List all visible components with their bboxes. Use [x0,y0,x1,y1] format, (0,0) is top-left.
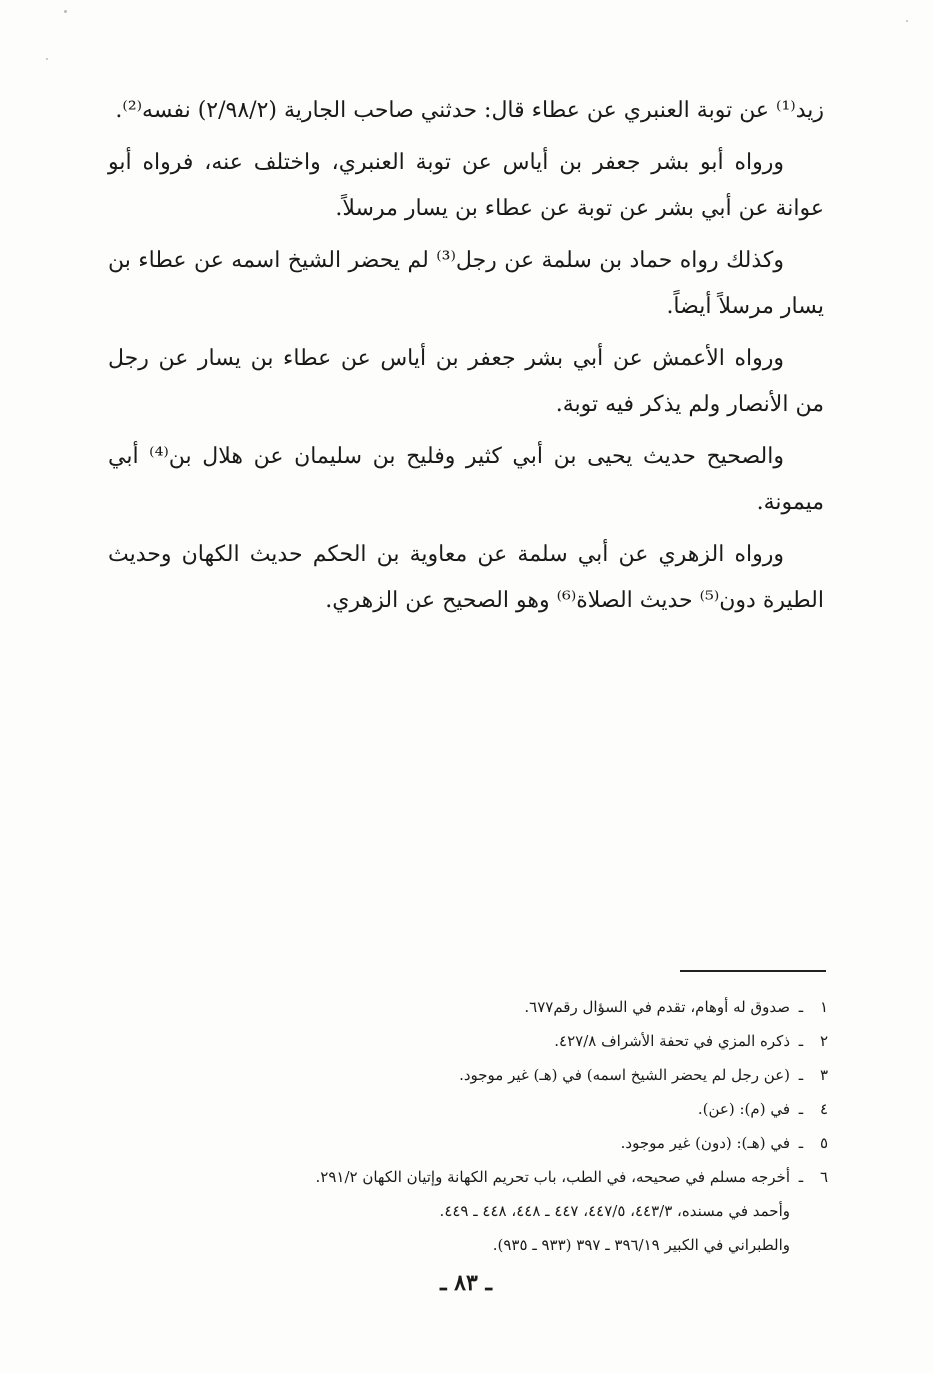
footnote-dash: ـ [798,1168,804,1186]
footnote-item [180,1058,828,1092]
body-paragraph: ورواه الأعمش عن أبي بشر جعفر بن أياس عن عطاء بن يسار عن رجل من الأنصار ولم يذكر فيه توبة. [108,346,824,417]
footnote-number: ١ [819,998,828,1016]
main-text [108,88,824,630]
footnote-dash: ـ [798,998,804,1016]
footnote-number: ٣ [819,1066,828,1084]
footnote-continuation: وأحمد في مسنده، ٤٤٣/٣، ٤٤٧/٥، ٤٤٧ ـ ٤٤٨، ٤٤٨ ـ ٤٤٩. [439,1202,790,1220]
footnote-item [180,1024,828,1058]
footnote-text: صدوق له أوهام، تقدم في السؤال رقم٦٧٧. [524,998,790,1016]
body-paragraph: زيد⁽¹⁾ عن توبة العنبري عن عطاء قال: حدثني صاحب الجارية (٢/٩٨/٢) نفسه⁽²⁾. [115,98,824,123]
body-paragraph: وكذلك رواه حماد بن سلمة عن رجل⁽³⁾ لم يحضر الشيخ اسمه عن عطاء بن يسار مرسلاً أيضاً. [108,248,824,319]
footnote-number: ٥ [819,1134,828,1152]
scan-speck [64,10,67,13]
footnote-item [180,1160,828,1194]
scan-speck [906,20,908,22]
footnote-dash: ـ [798,1066,804,1084]
body-paragraph: والصحيح حديث يحيى بن أبي كثير وفليح بن سليمان عن هلال بن⁽⁴⁾ أبي ميمونة. [108,444,824,515]
footnote-item [180,1092,828,1126]
footnote-text: (عن رجل لم يحضر الشيخ اسمه) في (هـ) غير موجود. [459,1066,790,1084]
footnote-continuation: والطبراني في الكبير ٣٩٦/١٩ ـ ٣٩٧ (٩٣٣ ـ ٩٣٥). [492,1236,790,1254]
footnote-item [180,990,828,1024]
footnote-number: ٤ [819,1100,828,1118]
footnote-dash: ـ [798,1032,804,1050]
footnotes [180,990,828,1262]
footnote-text: أخرجه مسلم في صحيحه، في الطب، باب تحريم الكهانة وإتيان الكهان ٢٩١/٢. [315,1168,790,1186]
footnote-separator [680,970,826,972]
footnote-dash: ـ [798,1100,804,1118]
footnote-text: في (م): (عن). [697,1100,790,1118]
body-paragraph: ورواه الزهري عن أبي سلمة عن معاوية بن الحكم حديث الكهان وحديث الطيرة دون⁽⁵⁾ حديث الصلاة⁽⁶⁾ وهو الصحيح عن الزهري. [108,542,824,613]
footnote-number: ٦ [819,1168,828,1186]
footnote-dash: ـ [798,1134,804,1152]
footnote-item [180,1126,828,1160]
footnote-text: في (هـ): (دون) غير موجود. [620,1134,790,1152]
footnote-text: ذكره المزي في تحفة الأشراف ٤٢٧/٨. [554,1032,790,1050]
body-paragraph: ورواه أبو بشر جعفر بن أياس عن توبة العنبري، واختلف عنه، فرواه أبو عوانة عن أبي بشر عن توبة عن عطاء بن يسار مرسلاً. [108,150,824,221]
page-number: ـ ٨٣ ـ [440,1270,492,1296]
footnote-number: ٢ [819,1032,828,1050]
scan-speck [46,58,48,60]
